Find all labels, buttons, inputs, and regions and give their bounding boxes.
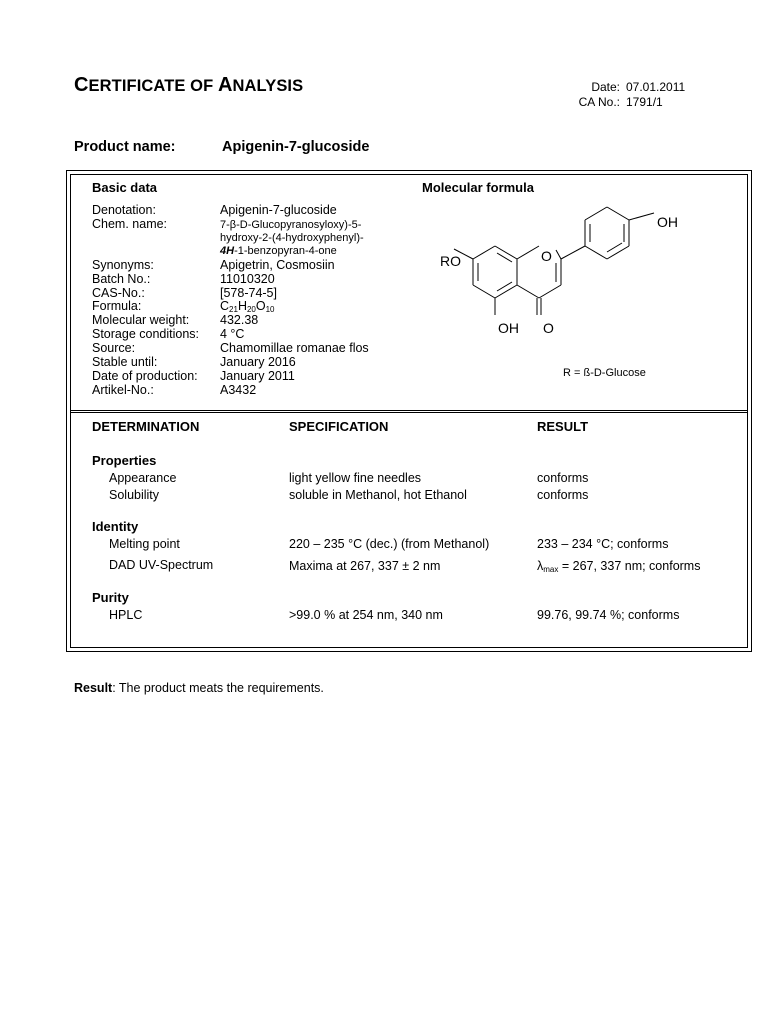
storage-value: 4 °C	[220, 327, 245, 341]
appearance-spec: light yellow fine needles	[289, 471, 422, 485]
chem-name-line-3: 4H-1-benzopyran-4-one	[220, 245, 337, 257]
stable-until-value: January 2016	[220, 355, 296, 369]
ca-value: 1791/1	[626, 95, 663, 109]
dad-uv-name: DAD UV-Spectrum	[109, 558, 214, 572]
dad-uv-spec: Maxima at 267, 337 ± 2 nm	[289, 559, 441, 573]
date-label: Date:	[591, 80, 620, 94]
synonyms-value: Apigetrin, Cosmosiin	[220, 258, 335, 272]
chem-name-label: Chem. name:	[92, 217, 168, 231]
melting-point-name: Melting point	[109, 537, 180, 551]
ring-oxygen-atom-label: O	[541, 248, 552, 264]
batch-no-label: Batch No.:	[92, 272, 151, 286]
appearance-result: conforms	[537, 471, 589, 485]
ca-label: CA No.:	[578, 95, 620, 109]
source-value: Chamomillae romanae flos	[220, 341, 369, 355]
appearance-name: Appearance	[109, 471, 177, 485]
section-properties: Properties	[92, 453, 157, 468]
section-divider	[70, 410, 748, 413]
product-name-value: Apigenin-7-glucoside	[222, 139, 370, 155]
section-purity: Purity	[92, 590, 129, 605]
artikel-no-value: A3432	[220, 383, 257, 397]
formula-value: $C_{21}H_{20}O_{10}$	[220, 299, 275, 314]
header-determination: DETERMINATION	[92, 419, 200, 434]
document-title: CERTIFICATE OF ANALYSIS	[74, 74, 304, 96]
document-meta	[568, 80, 685, 110]
storage-label: Storage conditions:	[92, 327, 200, 341]
header-specification: SPECIFICATION	[289, 419, 389, 434]
synonyms-label: Synonyms:	[92, 258, 154, 272]
solubility-name: Solubility	[109, 488, 160, 502]
header-result: RESULT	[537, 419, 589, 434]
carbonyl-oxygen-atom-label: O	[543, 320, 554, 336]
apigenin-structure-diagram	[440, 203, 710, 343]
artikel-no-label: Artikel-No.:	[92, 383, 154, 397]
formula-label: Formula:	[92, 299, 142, 313]
result-statement: Result: The product meats the requirements.	[74, 681, 324, 695]
oh-bottom-atom-label: OH	[498, 320, 519, 336]
production-date-value: January 2011	[220, 369, 295, 383]
product-name-label: Product name:	[74, 139, 176, 155]
stable-until-label: Stable until:	[92, 355, 158, 369]
denotation-label: Denotation:	[92, 203, 156, 217]
molecular-weight-value: 432.38	[220, 313, 259, 327]
production-date-label: Date of production:	[92, 369, 198, 383]
r-group-definition: R = ß-D-Glucose	[563, 367, 646, 379]
denotation-value: Apigenin-7-glucoside	[220, 203, 337, 217]
hplc-name: HPLC	[109, 608, 143, 622]
cas-no-label: CAS-No.:	[92, 286, 145, 300]
source-label: Source:	[92, 341, 136, 355]
melting-point-spec: 220 – 235 °C (dec.) (from Methanol)	[289, 537, 490, 551]
date-value: 07.01.2011	[626, 80, 686, 94]
cas-no-value: [578-74-5]	[220, 286, 277, 300]
hplc-result: 99.76, 99.74 %; conforms	[537, 608, 680, 622]
melting-point-result: 233 – 234 °C; conforms	[537, 537, 669, 551]
hplc-spec: >99.0 % at 254 nm, 340 nm	[289, 608, 443, 622]
solubility-spec: soluble in Methanol, hot Ethanol	[289, 488, 467, 502]
chem-name-line-2: hydroxy-2-(4-hydroxyphenyl)-	[220, 232, 364, 244]
chem-name-line-1: 7-β-D-Glucopyranosyloxy)-5-	[220, 219, 362, 231]
molecular-weight-label: Molecular weight:	[92, 313, 190, 327]
batch-no-value: 11010320	[220, 272, 275, 286]
basic-data-heading: Basic data	[92, 180, 158, 195]
ro-atom-label: RO	[440, 253, 461, 269]
oh-top-atom-label: OH	[657, 214, 678, 230]
dad-uv-result: $\lambda_{max} = 267$, 337 nm; conforms	[537, 559, 701, 574]
molecular-formula-heading: Molecular formula	[422, 180, 534, 195]
section-identity: Identity	[92, 519, 139, 534]
solubility-result: conforms	[537, 488, 589, 502]
